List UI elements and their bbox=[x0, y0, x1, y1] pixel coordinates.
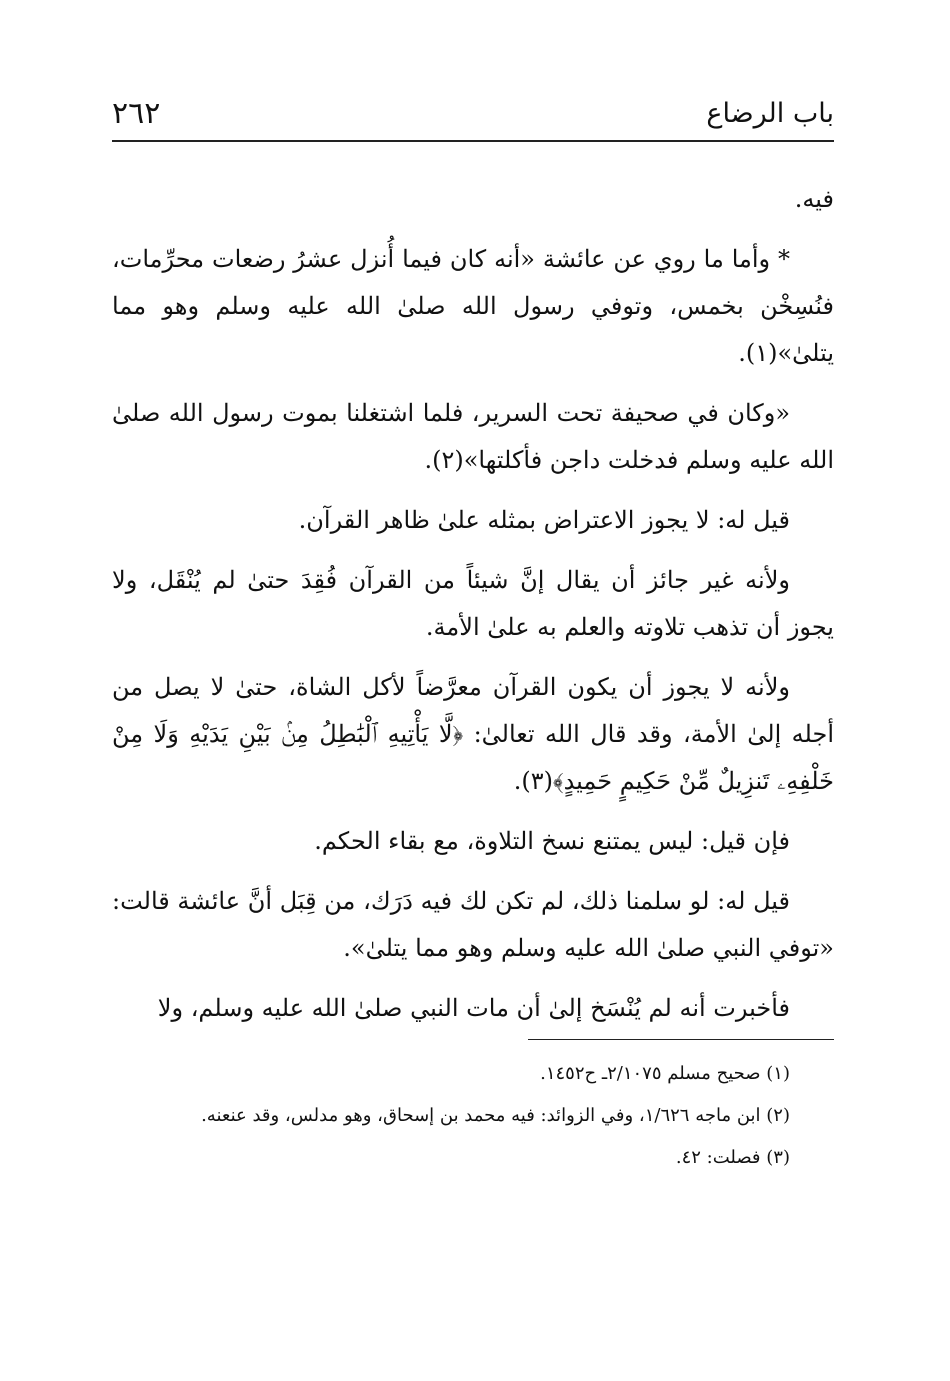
paragraph: فأخبرت أنه لم يُنْسَخ إلىٰ أن مات النبي صلىٰ الله عليه وسلم، ولا bbox=[157, 994, 790, 1022]
paragraph: فيه. bbox=[794, 185, 834, 213]
page-number: ٢٦٢ bbox=[112, 96, 161, 131]
paragraph: ولأنه غير جائز أن يقال إنَّ شيئاً من القرآن فُقِدَ حتىٰ لم يُنْقَل، ولا يجوز أن تذهب تلاوته والعلم به علىٰ الأمة. bbox=[112, 566, 834, 641]
footnote: (١) صحيح مسلم ٢/١٠٧٥ـ ح١٤٥٢. bbox=[540, 1063, 790, 1084]
footnote: (٢) ابن ماجه ١/٦٢٦، وفي الزوائد: فيه محمد بن إسحاق، وهو مدلس، وقد عنعنه. bbox=[201, 1105, 790, 1126]
footnote-divider bbox=[528, 1039, 834, 1040]
paragraph: ولأنه لا يجوز أن يكون القرآن معرَّضاً لأكل الشاة، حتىٰ لا يصل من أجله إلىٰ الأمة، وقد قال الله تعالىٰ: ﴿لَّا يَأْتِيهِ ٱلْبَٰطِلُ مِنۢ بَيْنِ يَدَيْهِ وَلَا مِنْ خَلْفِهِۦ تَنزِيلٌ مِّنْ حَكِيمٍ حَمِيدٍ﴾(٣). bbox=[112, 673, 834, 795]
main-text bbox=[112, 176, 834, 1045]
footnote: (٣) فصلت: ٤٢. bbox=[675, 1147, 790, 1168]
paragraph: فإن قيل: ليس يمتنع نسخ التلاوة، مع بقاء الحكم. bbox=[314, 827, 790, 855]
page-header bbox=[112, 92, 834, 142]
paragraph: قيل له: لو سلمنا ذلك، لم تكن لك فيه دَرَك، من قِبَل أنَّ عائشة قالت: «توفي النبي صلىٰ الله عليه وسلم وهو مما يتلىٰ». bbox=[112, 887, 834, 962]
footnotes bbox=[112, 1058, 834, 1184]
chapter-title: باب الرضاع bbox=[706, 98, 834, 129]
paragraph: قيل له: لا يجوز الاعتراض بمثله علىٰ ظاهر القرآن. bbox=[298, 506, 790, 534]
paragraph: «وكان في صحيفة تحت السرير، فلما اشتغلنا بموت رسول الله صلىٰ الله عليه وسلم فدخلت داجن فأكلتها»(٢). bbox=[112, 399, 834, 474]
paragraph: * وأما ما روي عن عائشة «أنه كان فيما أُنزل عشرُ رضعات محرِّمات، فنُسِخْن بخمس، وتوفي رسول الله صلىٰ الله عليه وسلم وهو مما يتلىٰ»(١). bbox=[112, 245, 834, 367]
